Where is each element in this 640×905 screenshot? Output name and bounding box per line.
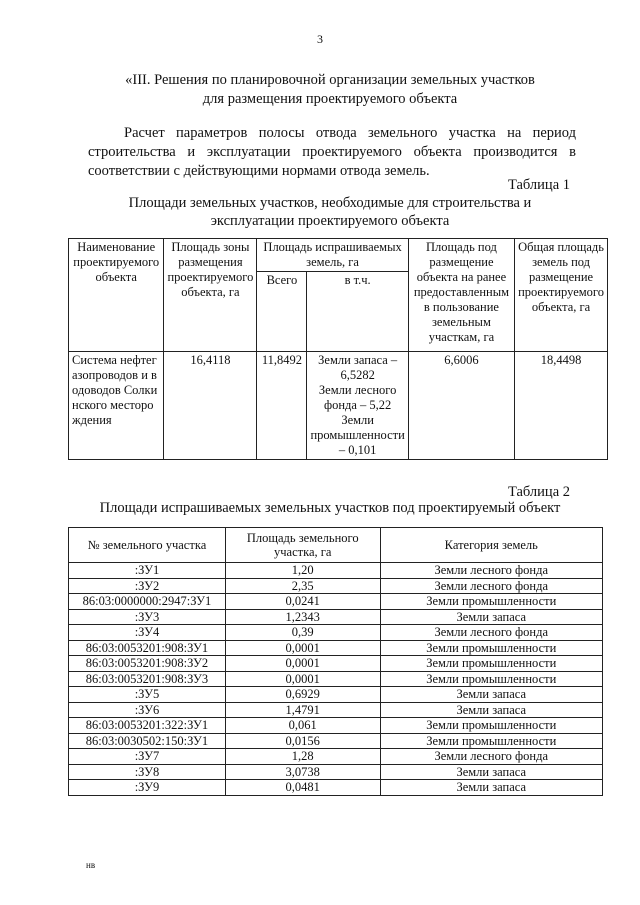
header-overall: Общая площадь земель под размещение проектируемого объекта, га — [515, 239, 608, 352]
cell-parcel-area: 1,2343 — [225, 609, 380, 625]
heading-line: для размещения проектируемого объекта — [202, 91, 458, 107]
header-parcel-area: Площадь земельного участка, га — [225, 528, 380, 563]
table-row — [69, 352, 608, 460]
header-name: Наименование проектируемого объекта — [69, 239, 164, 352]
table2 — [68, 527, 603, 796]
cell-land-category: Земли лесного фонда — [380, 625, 602, 641]
table2-label: Таблица 2 — [507, 484, 570, 500]
table-row — [69, 671, 603, 687]
cell-land-category: Земли запаса — [380, 687, 602, 703]
body-paragraph: Расчет параметров полосы отвода земельного участка на период строительства и эксплуатации проектируемого объекта производится в соответствии с действующими нормами отвода земель. — [88, 125, 576, 179]
cell-land-category: Земли промышленности — [380, 656, 602, 672]
cell-parcel-number: :ЗУ2 — [69, 578, 226, 594]
table-row — [69, 687, 603, 703]
cell-parcel-number: :ЗУ8 — [69, 764, 226, 780]
header-zone: Площадь зоны размещения проектируемого объекта, га — [164, 239, 257, 352]
cell-parcel-number: :ЗУ7 — [69, 749, 226, 765]
cell-parcel-number: 86:03:0053201:908:ЗУ3 — [69, 671, 226, 687]
header-requested: Площадь испрашиваемых земель, га — [257, 239, 408, 272]
cell-including — [307, 352, 408, 460]
cell-total: 11,8492 — [257, 352, 307, 460]
cell-parcel-number: :ЗУ1 — [69, 563, 226, 579]
including-item: Земли лесного фонда – 5,22 — [318, 383, 397, 412]
header-land-category: Категория земель — [380, 528, 602, 563]
cell-parcel-area: 2,35 — [225, 578, 380, 594]
cell-parcel-area: 0,39 — [225, 625, 380, 641]
cell-parcel-area: 0,6929 — [225, 687, 380, 703]
cell-parcel-number: 86:03:0053201:908:ЗУ2 — [69, 656, 226, 672]
cell-parcel-area: 3,0738 — [225, 764, 380, 780]
table-row — [69, 718, 603, 734]
cell-parcel-number: 86:03:0030502:150:ЗУ1 — [69, 733, 226, 749]
cell-land-category: Земли промышленности — [380, 733, 602, 749]
caption-line: Площади земельных участков, необходимые для строительства и — [128, 195, 532, 211]
header-prior: Площадь под размещение объекта на ранее предоставленным в пользование земельным участкам, га — [408, 239, 514, 352]
cell-land-category: Земли запаса — [380, 764, 602, 780]
header-parcel-number: № земельного участка — [69, 528, 226, 563]
cell-land-category: Земли запаса — [380, 780, 602, 796]
cell-parcel-number: 86:03:0053201:322:ЗУ1 — [69, 718, 226, 734]
cell-overall: 18,4498 — [515, 352, 608, 460]
heading-line: «III. Решения по планировочной организации земельных участков — [125, 72, 535, 88]
cell-parcel-area: 0,0481 — [225, 780, 380, 796]
cell-prior: 6,6006 — [408, 352, 514, 460]
cell-land-category: Земли лесного фонда — [380, 563, 602, 579]
table-row — [69, 780, 603, 796]
cell-parcel-number: :ЗУ5 — [69, 687, 226, 703]
cell-zone: 16,4118 — [164, 352, 257, 460]
table-row — [69, 656, 603, 672]
table-row — [69, 764, 603, 780]
table-row — [69, 594, 603, 610]
cell-parcel-area: 1,28 — [225, 749, 380, 765]
cell-land-category: Земли запаса — [380, 609, 602, 625]
cell-land-category: Земли промышленности — [380, 718, 602, 734]
cell-parcel-number: 86:03:0000000:2947:ЗУ1 — [69, 594, 226, 610]
header-including: в т.ч. — [307, 272, 408, 352]
caption-line: эксплуатации проектируемого объекта — [210, 213, 450, 229]
page-number: 3 — [317, 32, 323, 46]
table-row — [69, 625, 603, 641]
cell-land-category: Земли промышленности — [380, 671, 602, 687]
cell-parcel-number: :ЗУ6 — [69, 702, 226, 718]
cell-parcel-number: 86:03:0053201:908:ЗУ1 — [69, 640, 226, 656]
including-item: Земли запаса – 6,5282 — [318, 353, 398, 382]
table1-label: Таблица 1 — [507, 177, 570, 193]
cell-name: Система нефтегазопроводов и водоводов Солкинского месторождения — [69, 352, 164, 460]
header-total: Всего — [257, 272, 307, 352]
table-row — [69, 578, 603, 594]
cell-land-category: Земли лесного фонда — [380, 578, 602, 594]
table1-caption — [60, 194, 600, 230]
table-row — [69, 733, 603, 749]
cell-parcel-area: 0,0001 — [225, 640, 380, 656]
table-row — [69, 702, 603, 718]
table-row — [69, 563, 603, 579]
table-row — [69, 749, 603, 765]
section-heading — [60, 71, 600, 109]
cell-land-category: Земли запаса — [380, 702, 602, 718]
cell-parcel-number: :ЗУ3 — [69, 609, 226, 625]
table-row — [69, 609, 603, 625]
cell-land-category: Земли промышленности — [380, 594, 602, 610]
cell-parcel-area: 0,0156 — [225, 733, 380, 749]
cell-parcel-area: 0,0241 — [225, 594, 380, 610]
table1 — [68, 238, 608, 460]
table-row — [69, 640, 603, 656]
cell-parcel-number: :ЗУ9 — [69, 780, 226, 796]
cell-land-category: Земли лесного фонда — [380, 749, 602, 765]
footer-mark: нв — [86, 860, 96, 870]
including-item: Земли промышленности – 0,101 — [310, 413, 405, 457]
cell-parcel-area: 1,20 — [225, 563, 380, 579]
cell-land-category: Земли промышленности — [380, 640, 602, 656]
cell-parcel-area: 1,4791 — [225, 702, 380, 718]
cell-parcel-number: :ЗУ4 — [69, 625, 226, 641]
cell-parcel-area: 0,061 — [225, 718, 380, 734]
cell-parcel-area: 0,0001 — [225, 671, 380, 687]
table2-caption: Площади испрашиваемых земельных участков под проектируемый объект — [99, 500, 561, 516]
cell-parcel-area: 0,0001 — [225, 656, 380, 672]
